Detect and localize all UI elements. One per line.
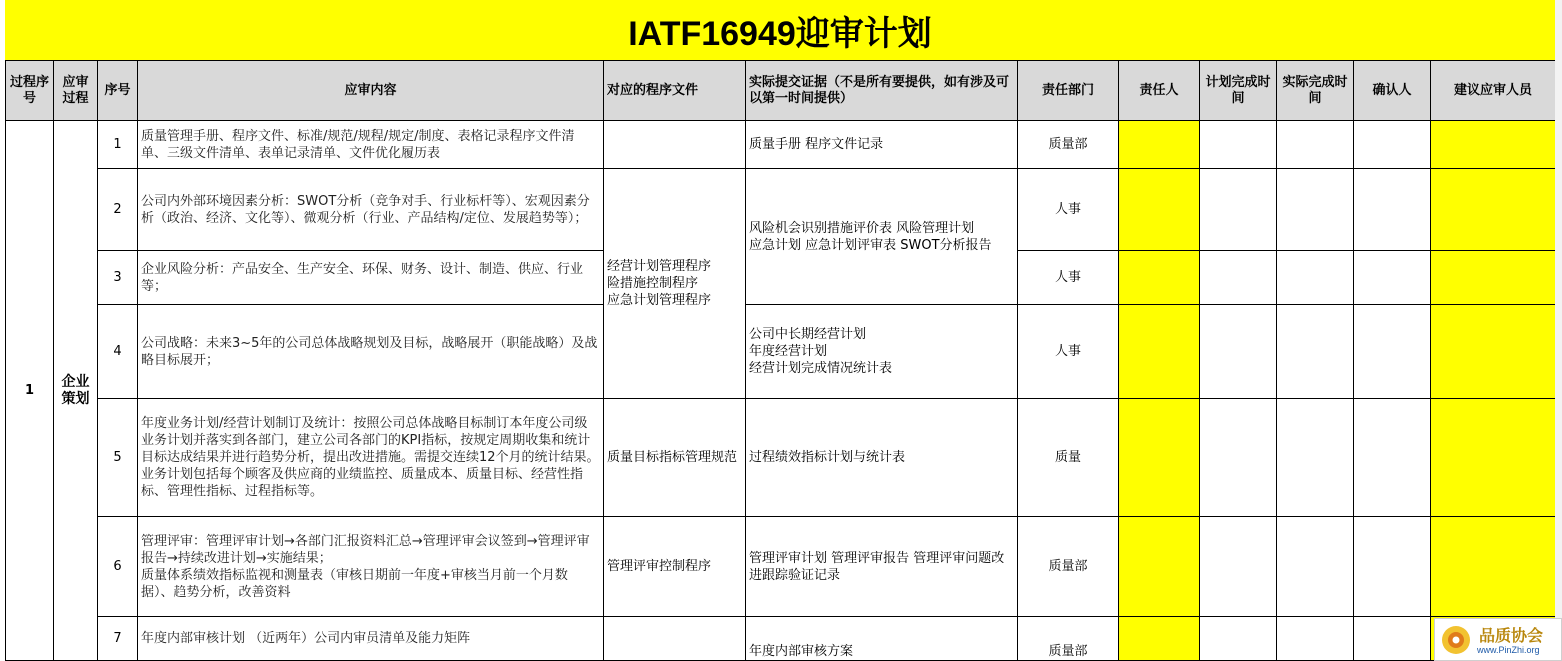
plan-time-cell[interactable] xyxy=(1200,399,1277,517)
evidence-cell[interactable]: 风险机会识别措施评价表 风险管理计划 应急计划 应急计划评审表 SWOT分析报告 xyxy=(746,169,1018,305)
evidence-cell[interactable]: 质量手册 程序文件记录 xyxy=(746,121,1018,169)
dept-cell[interactable]: 质量部 xyxy=(1018,517,1119,617)
actual-time-cell[interactable] xyxy=(1277,617,1354,661)
pinzhi-watermark-logo xyxy=(1434,618,1562,661)
plan-time-cell[interactable] xyxy=(1200,169,1277,251)
evidence-cell[interactable]: 公司中长期经营计划 年度经营计划 经营计划完成情况统计表 xyxy=(746,305,1018,399)
dept-cell[interactable]: 质量部 xyxy=(1018,121,1119,169)
content-cell[interactable]: 质量管理手册、程序文件、标准/规范/规程/规定/制度、表格记录程序文件清单、三级文件清单、表单记录清单、文件优化履历表 xyxy=(138,121,604,169)
process-no-cell[interactable]: 1 xyxy=(6,121,54,661)
header-procedure: 对应的程序文件 xyxy=(604,61,746,121)
content-cell[interactable]: 企业风险分析：产品安全、生产安全、环保、财务、设计、制造、供应、行业等； xyxy=(138,251,604,305)
seq-cell[interactable]: 5 xyxy=(98,399,138,517)
sheet-title: IATF16949迎审计划 xyxy=(5,0,1555,61)
actual-time-cell[interactable] xyxy=(1277,251,1354,305)
confirm-cell[interactable] xyxy=(1354,305,1431,399)
dept-cell[interactable]: 质量 xyxy=(1018,399,1119,517)
actual-time-cell[interactable] xyxy=(1277,399,1354,517)
dept-cell[interactable]: 人事 xyxy=(1018,305,1119,399)
procedure-cell[interactable] xyxy=(604,617,746,661)
table-row xyxy=(6,517,1556,617)
plan-time-cell[interactable] xyxy=(1200,251,1277,305)
confirm-cell[interactable] xyxy=(1354,399,1431,517)
suggest-cell[interactable] xyxy=(1431,399,1556,517)
procedure-cell[interactable]: 质量目标指标管理规范 xyxy=(604,399,746,517)
dept-cell[interactable]: 人事 xyxy=(1018,169,1119,251)
owner-cell[interactable] xyxy=(1119,121,1200,169)
seq-cell[interactable]: 1 xyxy=(98,121,138,169)
evidence-cell[interactable]: 管理评审计划 管理评审报告 管理评审问题改进跟踪验证记录 xyxy=(746,517,1018,617)
actual-time-cell[interactable] xyxy=(1277,305,1354,399)
content-cell[interactable]: 年度业务计划/经营计划制订及统计：按照公司总体战略目标制订本年度公司级业务计划并落实到各部门，建立公司各部门的KPI指标，按规定周期收集和统计目标达成结果并进行趋势分析，提出改进措施。需提交连续12个月的统计结果。业务计划包括每个顾客及供应商的业绩监控、质量成本、质量目标、经营性指标、管理性指标、过程指标等。 xyxy=(138,399,604,517)
header-audit-process: 应审过程 xyxy=(54,61,98,121)
table-row xyxy=(6,399,1556,517)
sheet-edge xyxy=(1555,0,1562,661)
seq-cell[interactable]: 6 xyxy=(98,517,138,617)
plan-time-cell[interactable] xyxy=(1200,121,1277,169)
seq-cell[interactable]: 3 xyxy=(98,251,138,305)
content-cell[interactable]: 公司内外部环境因素分析：SWOT分析（竞争对手、行业标杆等）、宏观因素分析（政治、经济、文化等）、微观分析（行业、产品结构/定位、发展趋势等）； xyxy=(138,169,604,251)
owner-cell[interactable] xyxy=(1119,305,1200,399)
evidence-cell[interactable]: 年度内部审核方案 xyxy=(746,617,1018,661)
owner-cell[interactable] xyxy=(1119,251,1200,305)
procedure-cell[interactable] xyxy=(604,121,746,169)
content-cell[interactable]: 管理评审：管理评审计划→各部门汇报资料汇总→管理评审会议签到→管理评审报告→持续改进计划→实施结果； 质量体系绩效指标监视和测量表（审核日期前一年度+审核当月前一个月数据）、趋势分析，改善资料 xyxy=(138,517,604,617)
confirm-cell[interactable] xyxy=(1354,121,1431,169)
dept-cell[interactable]: 人事 xyxy=(1018,251,1119,305)
actual-time-cell[interactable] xyxy=(1277,169,1354,251)
logo-name: 品质协会 xyxy=(1479,626,1544,645)
header-dept: 责任部门 xyxy=(1018,61,1119,121)
procedure-cell[interactable]: 管理评审控制程序 xyxy=(604,517,746,617)
suggest-cell[interactable] xyxy=(1431,169,1556,251)
owner-cell[interactable] xyxy=(1119,399,1200,517)
table-row xyxy=(6,617,1556,661)
actual-time-cell[interactable] xyxy=(1277,517,1354,617)
header-process-no: 过程序号 xyxy=(6,61,54,121)
header-content: 应审内容 xyxy=(138,61,604,121)
confirm-cell[interactable] xyxy=(1354,251,1431,305)
flower-logo-icon xyxy=(1441,625,1471,655)
table-row xyxy=(6,305,1556,399)
seq-cell[interactable]: 2 xyxy=(98,169,138,251)
content-cell[interactable]: 公司战略：未来3~5年的公司总体战略规划及目标，战略展开（职能战略）及战略目标展开； xyxy=(138,305,604,399)
owner-cell[interactable] xyxy=(1119,517,1200,617)
header-suggest: 建议应审人员 xyxy=(1431,61,1556,121)
suggest-cell[interactable] xyxy=(1431,517,1556,617)
actual-time-cell[interactable] xyxy=(1277,121,1354,169)
header-confirm: 确认人 xyxy=(1354,61,1431,121)
header-evidence: 实际提交证据（不是所有要提供，如有涉及可以第一时间提供） xyxy=(746,61,1018,121)
confirm-cell[interactable] xyxy=(1354,517,1431,617)
owner-cell[interactable] xyxy=(1119,169,1200,251)
seq-cell[interactable]: 4 xyxy=(98,305,138,399)
suggest-cell[interactable] xyxy=(1431,305,1556,399)
owner-cell[interactable] xyxy=(1119,617,1200,661)
header-seq: 序号 xyxy=(98,61,138,121)
procedure-cell[interactable]: 经营计划管理程序 险措施控制程序 应急计划管理程序 xyxy=(604,169,746,399)
header-plan-time: 计划完成时间 xyxy=(1200,61,1277,121)
audit-process-cell[interactable]: 企业策划 xyxy=(54,121,98,661)
suggest-cell[interactable] xyxy=(1431,251,1556,305)
confirm-cell[interactable] xyxy=(1354,169,1431,251)
evidence-cell[interactable]: 过程绩效指标计划与统计表 xyxy=(746,399,1018,517)
table-row xyxy=(6,169,1556,251)
header-actual-time: 实际完成时间 xyxy=(1277,61,1354,121)
logo-url: www.PinZhi.org xyxy=(1477,645,1540,655)
seq-cell[interactable]: 7 xyxy=(98,617,138,661)
confirm-cell[interactable] xyxy=(1354,617,1431,661)
dept-cell[interactable]: 质量部 xyxy=(1018,617,1119,661)
plan-time-cell[interactable] xyxy=(1200,617,1277,661)
header-owner: 责任人 xyxy=(1119,61,1200,121)
table-row xyxy=(6,121,1556,169)
plan-time-cell[interactable] xyxy=(1200,517,1277,617)
audit-plan-table xyxy=(5,60,1556,661)
plan-time-cell[interactable] xyxy=(1200,305,1277,399)
header-row xyxy=(6,61,1556,121)
content-cell[interactable]: 年度内部审核计划 （近两年）公司内审员清单及能力矩阵 xyxy=(138,617,604,661)
suggest-cell[interactable] xyxy=(1431,121,1556,169)
